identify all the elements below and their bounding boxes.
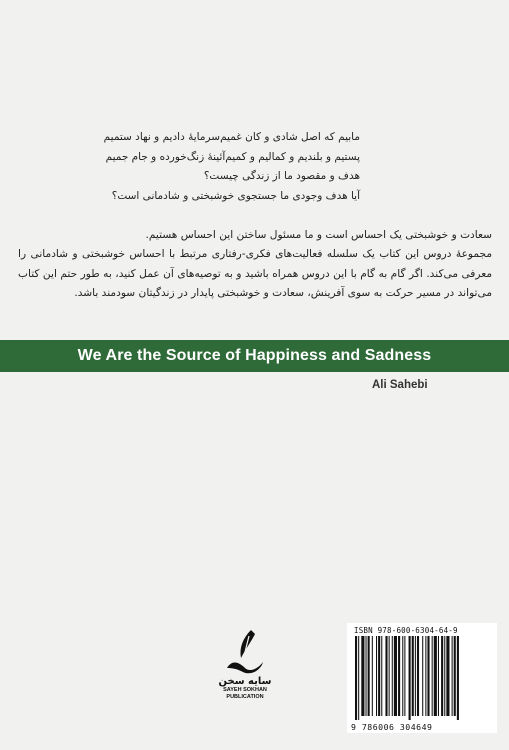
poem-line-1: [103, 128, 360, 148]
quill-pen-icon: [221, 628, 269, 678]
english-title: We Are the Source of Happiness and Sadness: [77, 347, 432, 364]
poem-hemistich: سرمایهٔ دادیم و نهاد ستمیم: [103, 131, 221, 143]
publisher-logo: [210, 628, 280, 713]
poem-hemistich: مابیم که اصل شادی و کان غمیم: [220, 131, 360, 143]
isbn-label: ISBN 978-600-6304-64-9: [354, 626, 458, 635]
description-text: [18, 226, 492, 304]
barcode-digits: 9 786006 304649: [351, 722, 433, 732]
question-1: هدف و مقصود ما از زندگی چیست؟: [203, 170, 360, 182]
barcode-icon: [353, 636, 491, 720]
description-paragraph-2: مجموعهٔ دروس این کتاب یک سلسله فعالیت‌های فکری-رفتاری مرتبط با احساس خوشبختی و شادمانی را معرفی می‌کند. اگر گام به گام با این دروس همراه باشید و به توصیه‌های آن عمل کنید، به طور حتم این کتاب می‌تواند در مسیر حرکت به سوی آفرینش، سعادت و خوشبختی پایدار در زندگیتان سودمند باشد.: [18, 248, 492, 300]
title-band: [0, 340, 509, 372]
publisher-subtitle-en: PUBLICATION: [226, 694, 264, 700]
poem-block: [103, 128, 360, 206]
publisher-name-fa: سایه سخن: [218, 676, 272, 687]
question-2: آیا هدف وجودی ما جستجوی خوشبختی و شادمانی است؟: [111, 189, 360, 202]
publisher-name-en: SAYEH SOKHAN: [223, 687, 267, 693]
poem-line-2: [105, 148, 360, 168]
poem-hemistich: پستیم و بلندیم و کمالیم و کمیم: [225, 150, 360, 163]
description-paragraph-1: سعادت و خوشبختی یک احساس است و ما مسئول ساختن این احساس هستیم.: [145, 229, 492, 241]
author-name: Ali Sahebi: [372, 379, 428, 391]
poem-hemistich: آئینهٔ زنگ‌خورده و جام جمیم: [105, 150, 226, 163]
